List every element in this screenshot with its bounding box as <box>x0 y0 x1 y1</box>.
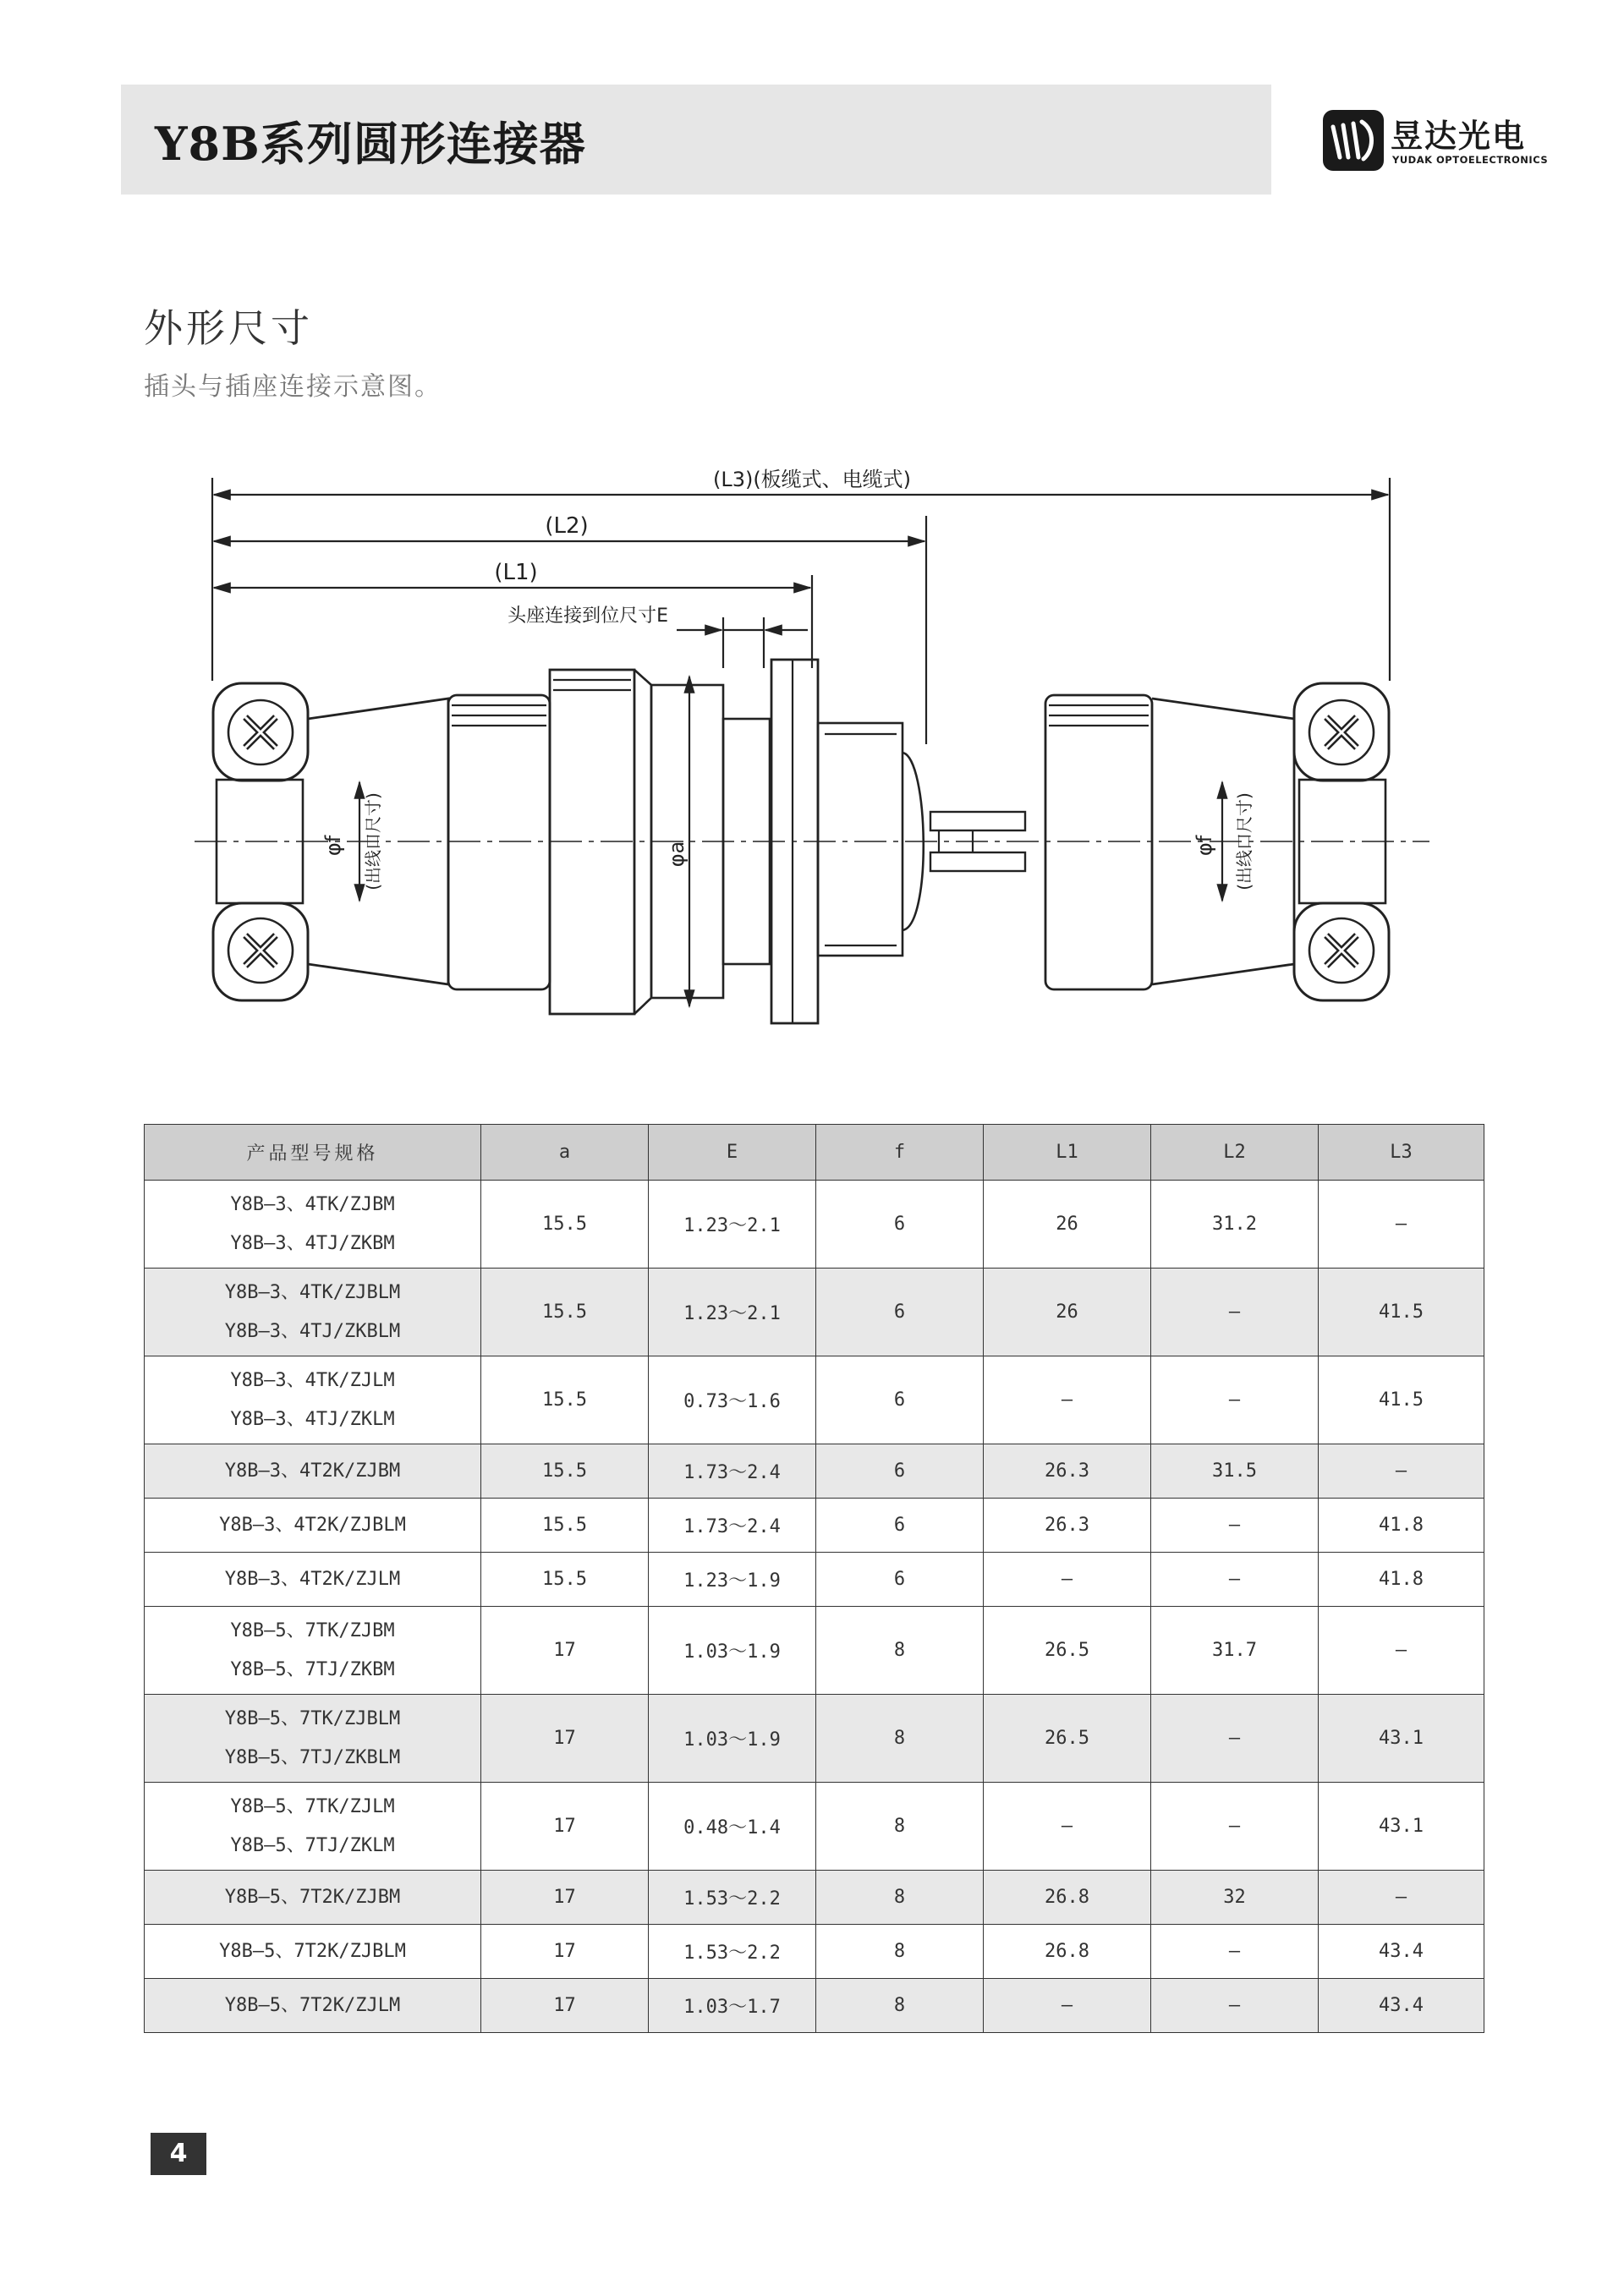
drawing-svg <box>195 457 1438 1049</box>
cell-a: 17 <box>481 1871 649 1925</box>
cell-l1: — <box>984 1783 1151 1871</box>
cell-a: 15.5 <box>481 1181 649 1269</box>
model-code: Y8B—3、4TK/ZJBLM <box>224 1281 401 1303</box>
table-header-a: a <box>481 1125 649 1181</box>
cell-e: 1.23～1.9 <box>649 1553 816 1607</box>
table-row <box>145 1356 1484 1444</box>
cell-e: 1.03～1.9 <box>649 1607 816 1695</box>
model-code: Y8B—5、7TJ/ZKBLM <box>224 1746 401 1768</box>
cell-model <box>145 1783 481 1871</box>
company-logo <box>1321 108 1549 176</box>
connector-dimension-drawing <box>195 457 1438 1049</box>
screw-right-top-icon <box>1309 700 1374 764</box>
model-code: Y8B—5、7TK/ZJBM <box>230 1619 395 1641</box>
cell-e: 1.73～2.4 <box>649 1444 816 1499</box>
cell-model <box>145 1356 481 1444</box>
cell-l3: — <box>1319 1181 1484 1269</box>
cell-l2: 31.7 <box>1151 1607 1319 1695</box>
cell-l3: 43.4 <box>1319 1979 1484 2033</box>
document-title: Y8B系列圆形连接器 <box>155 117 586 171</box>
logo-mark-icon <box>1321 108 1385 173</box>
cell-f: 6 <box>816 1181 984 1269</box>
cell-e: 1.53～2.2 <box>649 1871 816 1925</box>
section-title: 外形尺寸 <box>144 305 313 351</box>
screw-left-top-icon <box>228 700 293 764</box>
table-row <box>145 1607 1484 1695</box>
cell-l2: 32 <box>1151 1871 1319 1925</box>
cell-f: 8 <box>816 1871 984 1925</box>
table-row <box>145 1979 1484 2033</box>
table-row <box>145 1695 1484 1783</box>
cell-l2: 31.2 <box>1151 1181 1319 1269</box>
page-number: 4 <box>151 2133 206 2175</box>
cell-l3: 41.8 <box>1319 1553 1484 1607</box>
cell-l3: 41.8 <box>1319 1499 1484 1553</box>
cell-e: 0.73～1.6 <box>649 1356 816 1444</box>
cell-f: 6 <box>816 1553 984 1607</box>
table-header-l3: L3 <box>1319 1125 1484 1181</box>
cell-l2: — <box>1151 1499 1319 1553</box>
cell-e: 1.23～2.1 <box>649 1181 816 1269</box>
table-row <box>145 1871 1484 1925</box>
table-header-l2: L2 <box>1151 1125 1319 1181</box>
cell-e: 0.48～1.4 <box>649 1783 816 1871</box>
cell-l1: — <box>984 1979 1151 2033</box>
cell-a: 17 <box>481 1979 649 2033</box>
cell-l1: 26.3 <box>984 1444 1151 1499</box>
cell-model <box>145 1695 481 1783</box>
cell-model: Y8B—5、7T2K/ZJBM <box>145 1871 481 1925</box>
table-header-model: 产品型号规格 <box>145 1125 481 1181</box>
label-l2: (L2) <box>545 513 589 539</box>
cell-f: 8 <box>816 1695 984 1783</box>
cell-l3: — <box>1319 1444 1484 1499</box>
table-row <box>145 1783 1484 1871</box>
cell-l2: — <box>1151 1783 1319 1871</box>
logo-name-en: YUDAK OPTOELECTRONICS <box>1392 154 1549 166</box>
cell-f: 6 <box>816 1444 984 1499</box>
label-l3: (L3)(板缆式、电缆式) <box>712 468 912 491</box>
cell-e: 1.73～2.4 <box>649 1499 816 1553</box>
cell-l1: 26.5 <box>984 1695 1151 1783</box>
cell-a: 17 <box>481 1925 649 1979</box>
model-code: Y8B—5、7TK/ZJBLM <box>224 1707 401 1729</box>
cell-model <box>145 1181 481 1269</box>
cell-l2: — <box>1151 1979 1319 2033</box>
model-code: Y8B—3、4TJ/ZKLM <box>230 1408 395 1430</box>
cell-l1: 26.8 <box>984 1871 1151 1925</box>
cell-f: 8 <box>816 1607 984 1695</box>
cell-f: 6 <box>816 1269 984 1356</box>
table-row <box>145 1444 1484 1499</box>
cell-a: 17 <box>481 1783 649 1871</box>
cell-a: 15.5 <box>481 1499 649 1553</box>
cell-e: 1.03～1.9 <box>649 1695 816 1783</box>
table-row <box>145 1181 1484 1269</box>
cell-l1: — <box>984 1553 1151 1607</box>
cell-a: 15.5 <box>481 1553 649 1607</box>
cell-l1: 26.5 <box>984 1607 1151 1695</box>
cell-l1: 26.3 <box>984 1499 1151 1553</box>
cell-f: 6 <box>816 1356 984 1444</box>
cell-l2: — <box>1151 1695 1319 1783</box>
cell-a: 17 <box>481 1607 649 1695</box>
cell-l2: — <box>1151 1553 1319 1607</box>
cell-e: 1.23～2.1 <box>649 1269 816 1356</box>
model-code: Y8B—5、7TJ/ZKLM <box>230 1834 395 1856</box>
cell-a: 17 <box>481 1695 649 1783</box>
cell-model <box>145 1607 481 1695</box>
cell-l3: 43.4 <box>1319 1925 1484 1979</box>
logo-name-cn: 昱达光电 <box>1391 118 1527 155</box>
model-code: Y8B—5、7TK/ZJLM <box>230 1795 395 1817</box>
cell-model: Y8B—3、4T2K/ZJBLM <box>145 1499 481 1553</box>
screw-left-bottom-icon <box>228 918 293 983</box>
cell-l2: — <box>1151 1356 1319 1444</box>
cell-l1: 26 <box>984 1269 1151 1356</box>
cell-f: 8 <box>816 1783 984 1871</box>
label-f-left-note: (出线口尺寸) <box>363 792 383 890</box>
cell-model: Y8B—3、4T2K/ZJLM <box>145 1553 481 1607</box>
cell-a: 15.5 <box>481 1356 649 1444</box>
label-l1: (L1) <box>494 560 538 585</box>
header-band <box>121 85 1271 195</box>
model-code: Y8B—3、4TJ/ZKBM <box>230 1232 395 1254</box>
cell-l3: 43.1 <box>1319 1695 1484 1783</box>
table-row <box>145 1553 1484 1607</box>
model-code: Y8B—3、4TJ/ZKBLM <box>224 1320 401 1342</box>
model-code: Y8B—3、4TK/ZJLM <box>230 1369 395 1391</box>
cell-f: 8 <box>816 1979 984 2033</box>
cell-model <box>145 1269 481 1356</box>
cell-l1: — <box>984 1356 1151 1444</box>
cell-a: 15.5 <box>481 1444 649 1499</box>
label-f-left: φf <box>321 835 345 857</box>
cell-l1: 26 <box>984 1181 1151 1269</box>
cell-model: Y8B—5、7T2K/ZJLM <box>145 1979 481 2033</box>
label-a: φa <box>665 841 689 868</box>
cell-l2: — <box>1151 1269 1319 1356</box>
cell-f: 8 <box>816 1925 984 1979</box>
cell-model: Y8B—3、4T2K/ZJBM <box>145 1444 481 1499</box>
table-header-e: E <box>649 1125 816 1181</box>
spec-table <box>144 1124 1484 2033</box>
cell-model: Y8B—5、7T2K/ZJBLM <box>145 1925 481 1979</box>
label-f-right-note: (出线口尺寸) <box>1234 792 1254 890</box>
model-code: Y8B—5、7TJ/ZKBM <box>230 1658 395 1680</box>
table-row <box>145 1269 1484 1356</box>
table-row <box>145 1499 1484 1553</box>
label-e: 头座连接到位尺寸E <box>508 606 668 627</box>
cell-e: 1.03～1.7 <box>649 1979 816 2033</box>
cell-l3: 41.5 <box>1319 1356 1484 1444</box>
cell-l1: 26.8 <box>984 1925 1151 1979</box>
section-subtitle: 插头与插座连接示意图。 <box>144 372 442 402</box>
model-code: Y8B—3、4TK/ZJBM <box>230 1193 395 1215</box>
cell-l3: 41.5 <box>1319 1269 1484 1356</box>
cell-a: 15.5 <box>481 1269 649 1356</box>
table-header-row <box>145 1125 1484 1181</box>
cell-l3: 43.1 <box>1319 1783 1484 1871</box>
table-row <box>145 1925 1484 1979</box>
cell-l3: — <box>1319 1871 1484 1925</box>
cell-l2: — <box>1151 1925 1319 1979</box>
cell-e: 1.53～2.2 <box>649 1925 816 1979</box>
cell-f: 6 <box>816 1499 984 1553</box>
cell-l2: 31.5 <box>1151 1444 1319 1499</box>
table-header-f: f <box>816 1125 984 1181</box>
table-header-l1: L1 <box>984 1125 1151 1181</box>
screw-right-bottom-icon <box>1309 918 1374 983</box>
label-f-right: φf <box>1193 835 1216 857</box>
cell-l3: — <box>1319 1607 1484 1695</box>
